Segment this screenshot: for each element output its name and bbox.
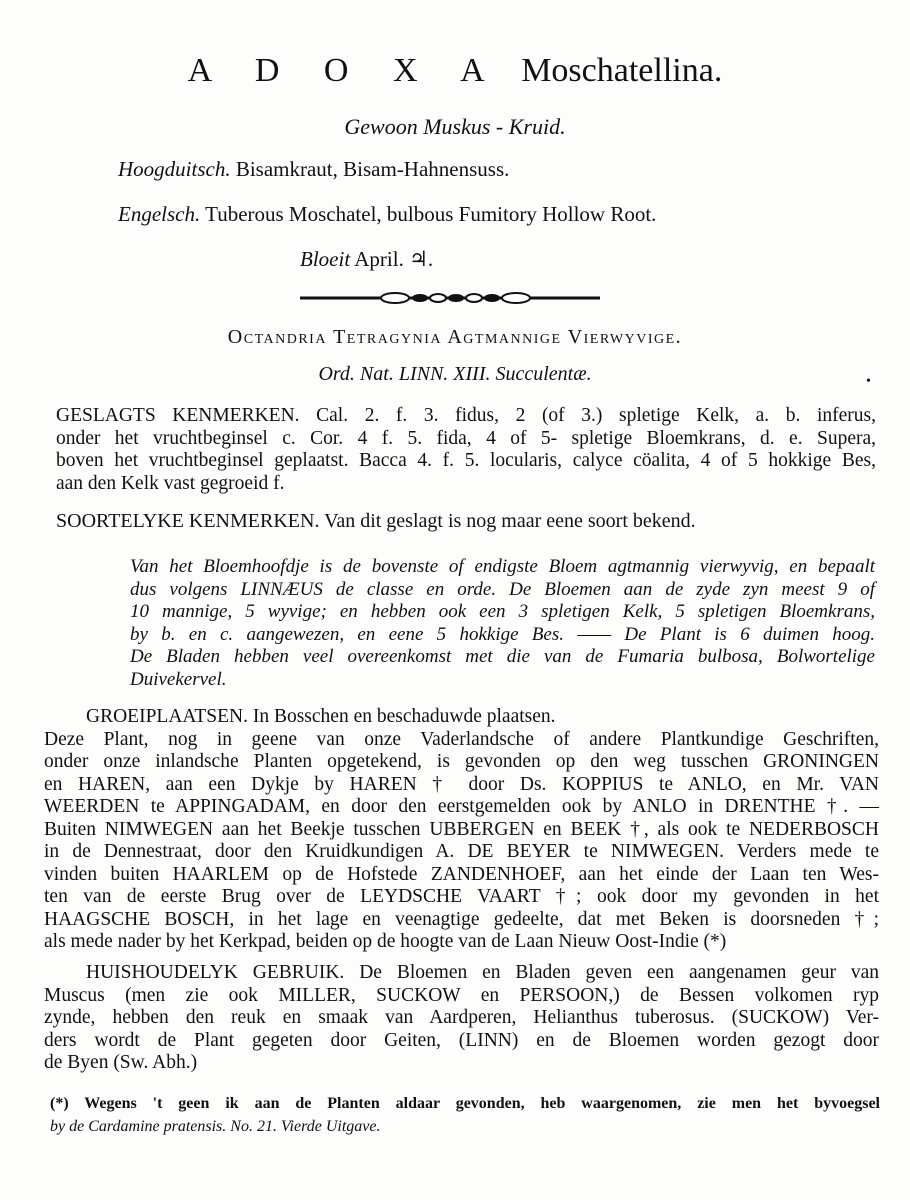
groeiplaatsen-line: als mede nader by het Kerkpad, beiden op de hoogte van de Laan Nieuw Oost-Indie (*) — [44, 931, 727, 952]
groeiplaatsen-line: en HAREN, aan een Dykje by HAREN † door Ds. KOPPIUS te ANLO, en Mr. VAN — [44, 773, 879, 795]
huishoudelyk-line: Muscus (men zie ook MILLER, SUCKOW en PERSOON,) de Bessen volkomen ryp — [44, 984, 879, 1006]
german-label: Hoogduitsch. — [118, 157, 231, 181]
huishoudelyk-line: zynde, hebben den reuk en smaak van Aardperen, Helianthus tuberosus. (SUCKOW) Ver- — [44, 1007, 879, 1028]
groeiplaatsen-line: vinden buiten HAARLEM op de Hofstede ZANDENHOEF, aan het einde der Laan ten Wes- — [44, 863, 879, 885]
footnote-line: by de Cardamine pratensis. No. 21. Vierde Uitgave. — [50, 1117, 381, 1135]
groeiplaatsen-heading: GROEIPLAATSEN. In Bosschen en beschaduwde plaatsen. — [86, 706, 556, 727]
groeiplaatsen-line: in de Dennestraat, door den Kruidkundigen A. DE BEYER te NIMWEGEN. Verders mede te — [44, 841, 879, 862]
plant-description — [130, 556, 875, 691]
huishoudelyk-line: de Byen (Sw. Abh.) — [44, 1052, 198, 1073]
groeiplaatsen-line: ten van de eerste Brug over de LEYDSCHE VAART †; ook door my gevonden in het — [44, 886, 879, 907]
english-names-line — [118, 202, 656, 227]
groeiplaatsen-line: Buiten NIMWEGEN aan het Beekje tusschen UBBERGEN en BEEK †, als ook te NEDERBOSCH — [44, 818, 879, 840]
bloom-label: Bloeit — [300, 247, 351, 271]
huishoudelyk-line: ders wordt de Plant gegeten door Geiten, (LINN) en de Bloemen worden gezogt door — [44, 1029, 879, 1051]
title — [0, 52, 910, 90]
dot-mark: • — [866, 374, 871, 389]
geslagts-line: aan den Kelk vast gegroeid f. — [56, 472, 285, 494]
ornament-rule — [300, 288, 600, 308]
huishoudelyk-line: HUISHOUDELYK GEBRUIK. De Bloemen en Bladen geven een aangenamen geur van — [86, 962, 879, 983]
description-line: by b. en c. aangewezen, en eene 5 hokkige Bes. —— De Plant is 6 duimen hoog. — [130, 623, 875, 645]
dutch-name: Gewoon Muskus - Kruid. — [344, 114, 566, 139]
footnote — [50, 1093, 880, 1138]
description-line: Duivekervel. — [130, 668, 227, 690]
groeiplaatsen-line: onder onze inlandsche Planten opgetekend, is gevonden op den weg tusschen GRONINGEN — [44, 751, 879, 772]
genus-name: A D O X A — [187, 52, 503, 89]
description-line: Van het Bloemhoofdje is de bovenste of endigste Bloem agtmannig vierwyvig, en bepaalt — [130, 556, 875, 577]
soortelyke-kenmerken: SOORTELYKE KENMERKEN. Van dit geslagt is nog maar eene soort bekend. — [56, 510, 696, 532]
classification-system: Octandria Tetragynia Agtmannige Vierwyvige. — [227, 326, 683, 348]
geslagts-line: GESLAGTS KENMERKEN. Cal. 2. f. 3. fidus, 2 (of 3.) spletige Kelk, a. b. inferus, — [56, 405, 876, 426]
species-name: Moschatellina. — [521, 52, 723, 89]
groeiplaatsen — [44, 706, 879, 954]
bloom-line — [300, 247, 433, 272]
geslagts-line: boven het vruchtbeginsel geplaatst. Bacca 4. f. 5. locularis, calyce cöalita, 4 of 5 hokkige Bes, — [56, 450, 876, 471]
german-names: Bisamkraut, Bisam-Hahnensuss. — [235, 157, 510, 181]
geslagts-line: onder het vruchtbeginsel c. Cor. 4 f. 5. fida, 4 of 5- spletige Bloemkrans, d. e. Supera, — [56, 427, 876, 449]
bloom-month: April. ♃. — [354, 247, 434, 271]
natural-order: Ord. Nat. LINN. XIII. Succulentæ. — [318, 363, 592, 385]
groeiplaatsen-line: Deze Plant, nog in geene van onze Vaderlandsche of andere Plantkundige Geschriften, — [44, 728, 879, 750]
english-names: Tuberous Moschatel, bulbous Fumitory Hollow Root. — [205, 202, 657, 226]
description-line: 10 mannige, 5 wyvige; en hebben ook een 3 spletigen Kelk, 5 spletigen Bloemkrans, — [130, 601, 875, 622]
footnote-line: (*) Wegens 't geen ik aan de Planten aldaar gevonden, heb waargenomen, zie men het byvoegsel — [50, 1095, 880, 1112]
groeiplaatsen-line: HAAGSCHE BOSCH, in het lage en veenagtige gedeelte, dat met Beken is doorsneden †; — [44, 908, 879, 930]
geslagts-kenmerken — [56, 405, 876, 495]
description-line: De Bladen hebben veel overeenkomst met die van de Fumaria bulbosa, Bolwortelige — [130, 646, 875, 667]
german-names-line — [118, 157, 509, 182]
huishoudelyk-gebruik — [44, 962, 879, 1075]
english-label: Engelsch. — [118, 202, 201, 226]
groeiplaatsen-line: WEERDEN te APPINGADAM, en door den eerstgemelden ook by ANLO in DRENTHE †. — — [44, 796, 879, 817]
description-line: dus volgens LINNÆUS de classe en orde. De Bloemen aan de zyde zyn meest 9 of — [130, 578, 875, 600]
